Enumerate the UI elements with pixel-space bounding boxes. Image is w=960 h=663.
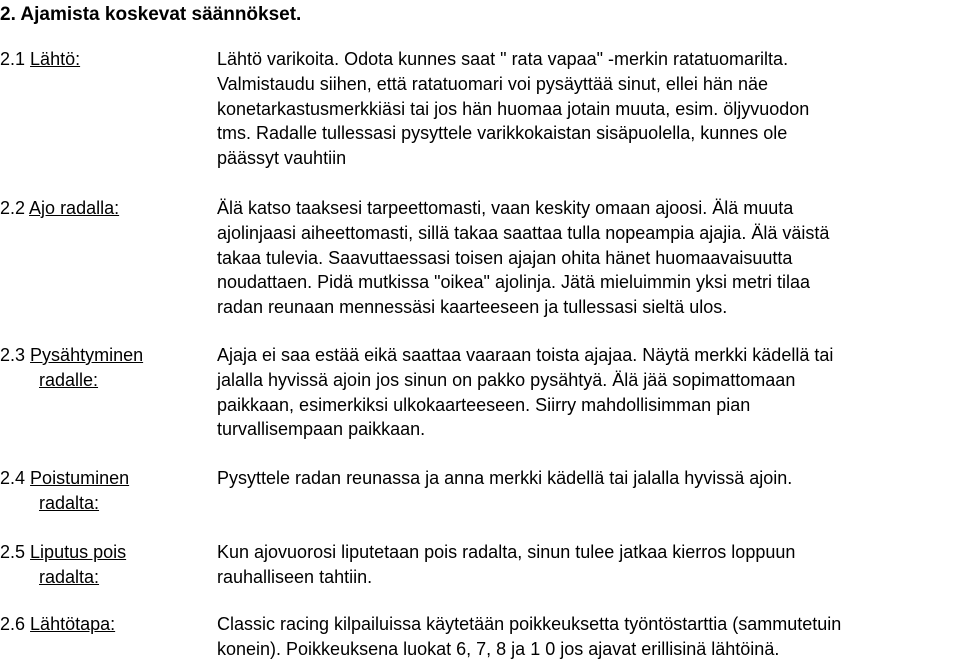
rule-title-cont: radalle: <box>39 369 99 390</box>
rule-text-line: radan reunaan mennessäsi kaarteeseen ja tullessasi sieltä ulos. <box>217 297 728 318</box>
rule-title-cont: radalta: <box>39 566 100 587</box>
rule-text-line: tms. Radalle tullessasi pysyttele varikkokaistan sisäpuolella, kunnes ole <box>217 123 788 144</box>
rule-text-line: Valmistaudu siihen, että ratatuomari voi pysäyttää sinut, ellei hän näe <box>217 73 768 94</box>
rule-text-line: ajolinjaasi aiheettomasti, sillä takaa saattaa tulla nopeampia ajajia. Älä väistä <box>217 222 830 243</box>
rule-text-line: Pysyttele radan reunassa ja anna merkki kädellä tai jalalla hyvissä ajoin. <box>217 468 793 488</box>
rule-text <box>217 196 960 320</box>
rule-2-1 <box>0 47 960 177</box>
rule-label <box>0 540 210 590</box>
rule-text <box>217 540 960 590</box>
rule-text <box>217 466 960 491</box>
rule-label <box>0 612 210 637</box>
rule-number: 2.6 <box>0 614 26 634</box>
rule-text-line: noudattaen. Pidä mutkissa "oikea" ajolinja. Jätä mieluimmin yksi metri tilaa <box>217 272 811 293</box>
rule-text <box>217 343 960 442</box>
rule-text-line: Kun ajovuorosi liputetaan pois radalta, sinun tulee jatkaa kierros loppuun <box>217 542 796 562</box>
rule-label <box>0 343 210 393</box>
rule-2-2 <box>0 196 960 326</box>
rule-label <box>0 466 210 516</box>
rule-title: Lähtötapa: <box>30 614 116 634</box>
rule-2-5 <box>0 540 960 595</box>
rule-title-cont: radalta: <box>39 492 100 513</box>
rule-2-3 <box>0 343 960 448</box>
rule-text-line: paikkaan, esimerkiksi ulkokaarteeseen. Siirry mahdollisimman pian <box>217 394 751 415</box>
rule-number: 2.1 <box>0 49 26 69</box>
rule-text <box>217 612 960 662</box>
rule-text-line: rauhalliseen tahtiin. <box>217 566 373 587</box>
rule-number: 2.4 <box>0 468 26 488</box>
rule-2-4 <box>0 466 960 521</box>
rule-text-line: Ajaja ei saa estää eikä saattaa vaaraan toista ajajaa. Näytä merkki kädellä tai <box>217 345 834 365</box>
rule-2-6 <box>0 612 960 663</box>
rule-text <box>217 47 960 171</box>
rule-label <box>0 196 210 221</box>
rule-text-line: päässyt vauhtiin <box>217 148 347 169</box>
rule-title: Liputus pois <box>30 542 127 562</box>
rule-number: 2.3 <box>0 345 26 365</box>
rule-text-line: turvallisempaan paikkaan. <box>217 419 426 440</box>
rule-title: Ajo radalla: <box>29 198 120 218</box>
rule-text-line: konein). Poikkeuksena luokat 6, 7, 8 ja 1 0 jos ajavat erillisinä lähtöinä. <box>217 638 780 659</box>
rule-text-line: jalalla hyvissä ajoin jos sinun on pakko pysähtyä. Älä jää sopimattomaan <box>217 369 796 390</box>
rule-title: Pysähtyminen <box>30 345 144 365</box>
rule-text-line: takaa tulevia. Saavuttaessasi toisen ajajan ohita hänet huomaavaisuutta <box>217 247 793 268</box>
rule-label <box>0 47 210 72</box>
rule-text-line: Älä katso taaksesi tarpeettomasti, vaan keskity omaan ajoosi. Älä muuta <box>217 198 794 218</box>
section-heading: 2. Ajamista koskevat säännökset. <box>0 4 302 25</box>
rule-text-line: konetarkastusmerkkiäsi tai jos hän huomaa jotain muuta, esim. öljyvuodon <box>217 98 810 119</box>
rule-number: 2.2 <box>0 198 26 218</box>
rule-number: 2.5 <box>0 542 26 562</box>
rule-text-line: Classic racing kilpailuissa käytetään poikkeuksetta työntöstarttia (sammutetuin <box>217 614 842 634</box>
rule-title: Lähtö: <box>30 49 81 69</box>
rule-title: Poistuminen <box>30 468 130 488</box>
rule-text-line: Lähtö varikoita. Odota kunnes saat " rata vapaa" -merkin ratatuomarilta. <box>217 49 789 69</box>
